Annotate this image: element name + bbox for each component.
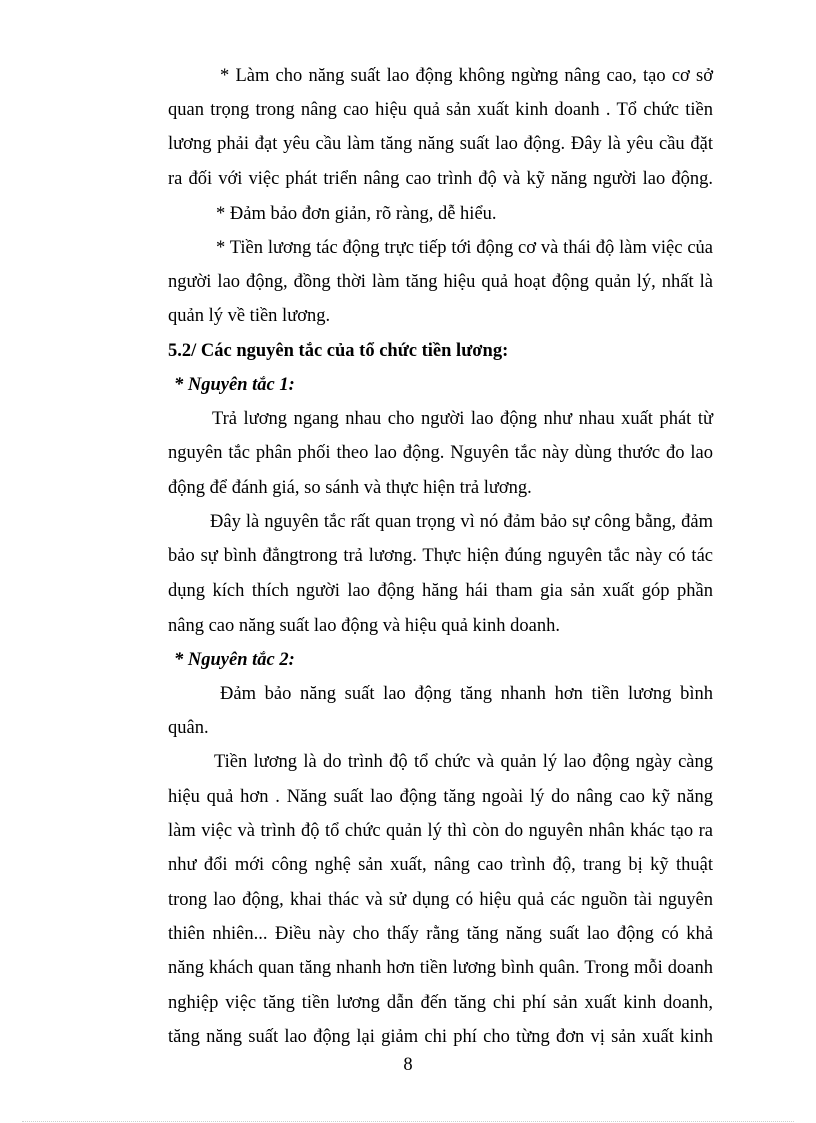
text-line: người lao động, đồng thời làm tăng hiệu quả hoạt động quản lý, nhất là — [168, 272, 713, 292]
text-line: trong lao động, khai thác và sử dụng có hiệu quả các nguồn tài nguyên — [168, 890, 713, 910]
page-bottom-divider — [22, 1121, 794, 1122]
text-line: bảo sự bình đẳngtrong trả lương. Thực hiện đúng nguyên tắc này có tác — [168, 546, 713, 566]
text-line: Tiền lương là do trình độ tổ chức và quản lý lao động ngày càng — [214, 752, 713, 772]
text-line: ra đối với việc phát triển nâng cao trình độ và kỹ năng người lao động. — [168, 169, 713, 189]
text-line: quân. — [168, 718, 209, 738]
principle-heading: * Nguyên tắc 2: — [174, 650, 295, 670]
text-line: dụng kích thích người lao động hăng hái tham gia sản xuất góp phần — [168, 581, 713, 601]
text-line: năng khách quan tăng nhanh hơn tiền lương bình quân. Trong mỗi doanh — [168, 958, 713, 978]
section-heading: 5.2/ Các nguyên tắc của tổ chức tiền lương: — [168, 341, 509, 361]
text-line: Đây là nguyên tắc rất quan trọng vì nó đảm bảo sự công bằng, đảm — [210, 512, 713, 532]
text-line: lương phải đạt yêu cầu làm tăng năng suất lao động. Đây là yêu cầu đặt — [168, 134, 713, 154]
text-line: nguyên tắc phân phối theo lao động. Nguyên tắc này dùng thước đo lao — [168, 443, 713, 463]
page-number: 8 — [403, 1055, 413, 1075]
text-line: hiệu quả hơn . Năng suất lao động tăng ngoài lý do nâng cao kỹ năng — [168, 787, 713, 807]
text-line: * Đảm bảo đơn giản, rõ ràng, dễ hiểu. — [216, 204, 497, 224]
text-line: Trả lương ngang nhau cho người lao động như nhau xuất phát từ — [212, 409, 713, 429]
text-line: như đổi mới công nghệ sản xuất, nâng cao trình độ, trang bị kỹ thuật — [168, 855, 713, 875]
text-line: Đảm bảo năng suất lao động tăng nhanh hơn tiền lương bình — [220, 684, 713, 704]
text-line: * Làm cho năng suất lao động không ngừng nâng cao, tạo cơ sở — [220, 66, 713, 86]
principle-heading: * Nguyên tắc 1: — [174, 375, 295, 395]
text-line: tăng năng suất lao động lại giảm chi phí cho từng đơn vị sản xuất kinh — [168, 1027, 713, 1047]
text-line: * Tiền lương tác động trực tiếp tới động cơ và thái độ làm việc của — [216, 238, 713, 258]
text-line: nghiệp việc tăng tiền lương dẫn đến tăng chi phí sản xuất kinh doanh, — [168, 993, 713, 1013]
text-line: quản lý về tiền lương. — [168, 306, 331, 326]
text-line: nâng cao năng suất lao động và hiệu quả kinh doanh. — [168, 616, 560, 636]
text-line: thiên nhiên... Điều này cho thấy rằng tăng năng suất lao động có khả — [168, 924, 713, 944]
text-line: quan trọng trong nâng cao hiệu quả sản xuất kinh doanh . Tổ chức tiền — [168, 100, 713, 120]
text-line: làm việc và trình độ tổ chức quản lý thì còn do nguyên nhân khác tạo ra — [168, 821, 713, 841]
text-line: động để đánh giá, so sánh và thực hiện trả lương. — [168, 478, 532, 498]
